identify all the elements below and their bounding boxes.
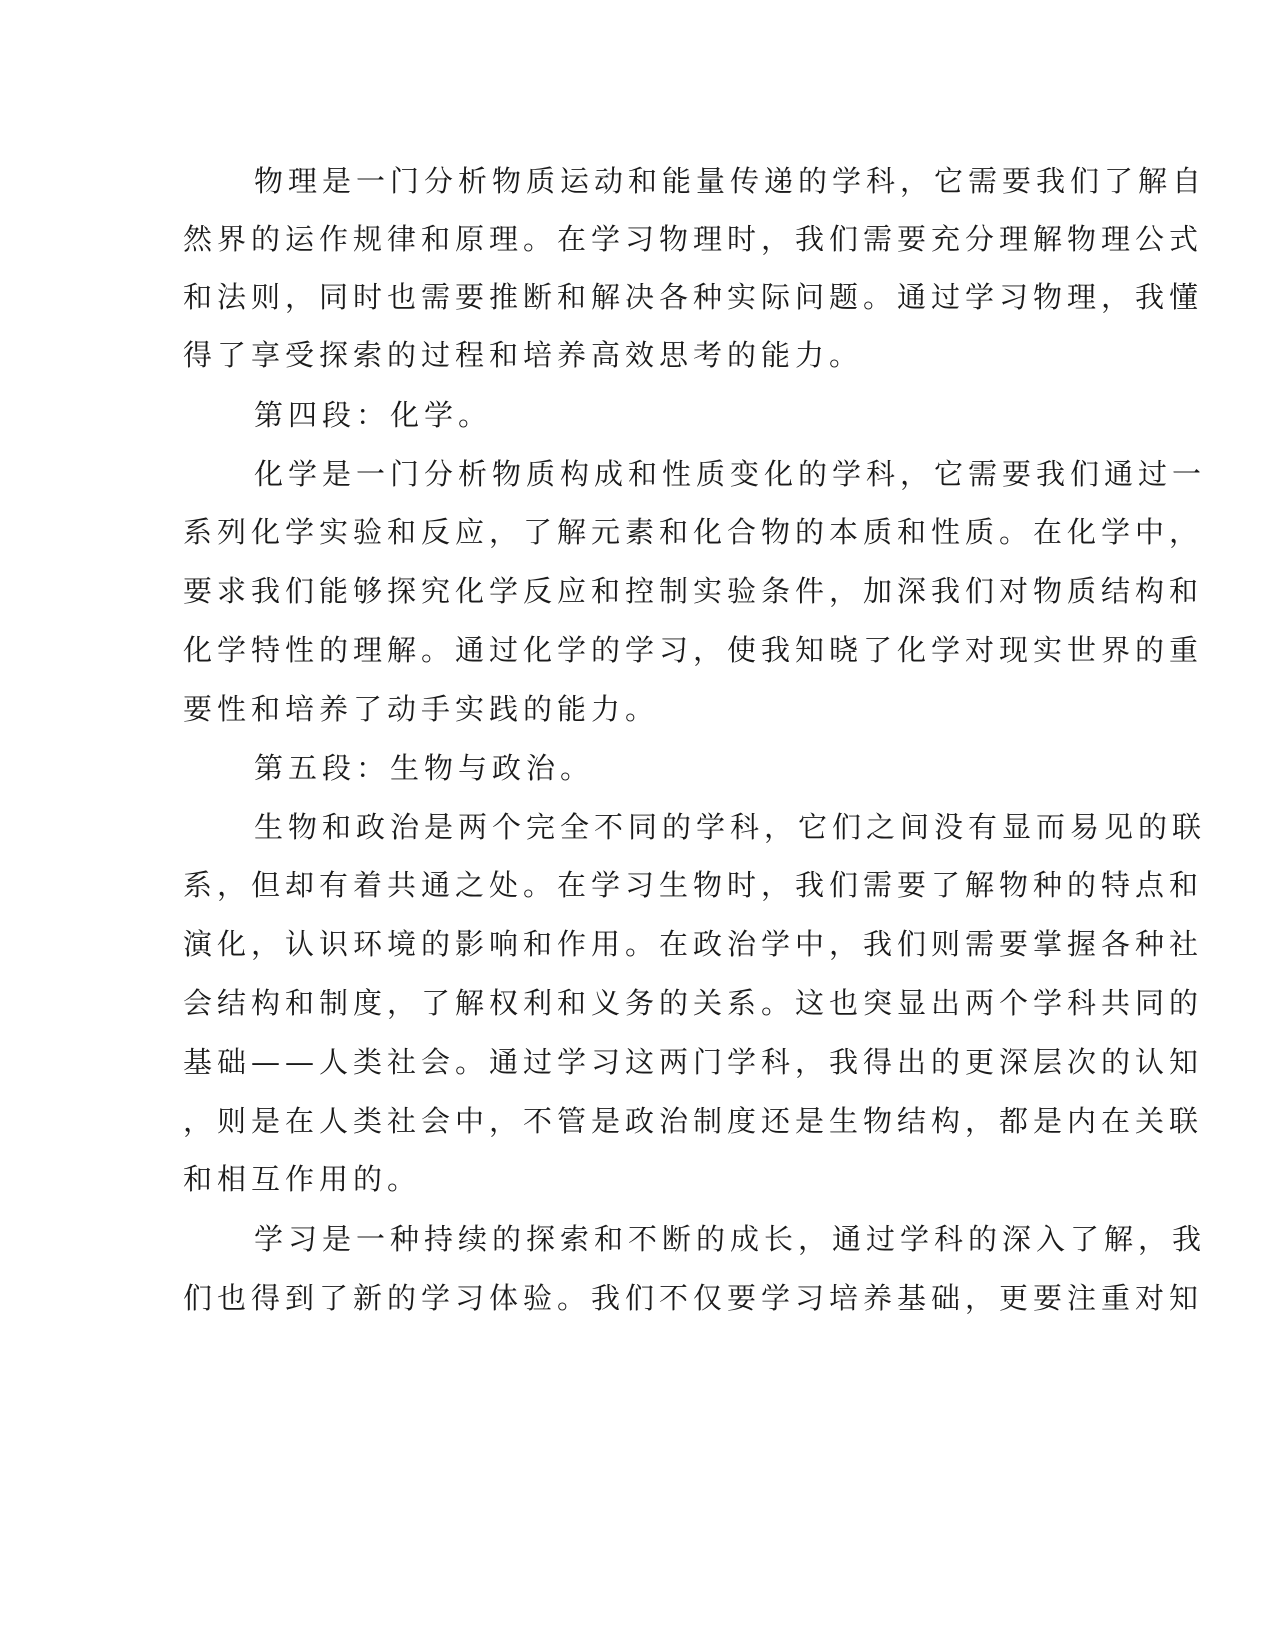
text-line: 生物和政治是两个完全不同的学科，它们之间没有显而易见的联 [254,810,1207,844]
text-line: 化学特性的理解。通过化学的学习，使我知晓了化学对现实世界的重 [183,633,1204,667]
text-line: 演化，认识环境的影响和作用。在政治学中，我们则需要掌握各种社 [183,927,1204,961]
text-line: 学习是一种持续的探索和不断的成长，通过学科的深入了解，我 [254,1222,1207,1256]
text-line: 要求我们能够探究化学反应和控制实验条件，加深我们对物质结构和 [183,574,1204,608]
text-line: 会结构和制度，了解权利和义务的关系。这也突显出两个学科共同的 [183,986,1204,1020]
text-line: 得了享受探索的过程和培养高效思考的能力。 [183,338,864,372]
text-line: 化学是一门分析物质构成和性质变化的学科，它需要我们通过一 [254,457,1207,491]
text-line: 和法则，同时也需要推断和解决各种实际问题。通过学习物理，我懂 [183,280,1204,314]
text-line: 物理是一门分析物质运动和能量传递的学科，它需要我们了解自 [254,164,1207,198]
text-line: ，则是在人类社会中，不管是政治制度还是生物结构，都是内在关联 [183,1104,1204,1138]
section-heading: 第五段：生物与政治。 [254,751,595,785]
text-line: 系列化学实验和反应，了解元素和化合物的本质和性质。在化学中， [183,515,1204,549]
text-line: 系，但却有着共通之处。在学习生物时，我们需要了解物种的特点和 [183,868,1204,902]
text-line: 和相互作用的。 [183,1162,422,1196]
text-line: 然界的运作规律和原理。在学习物理时，我们需要充分理解物理公式 [183,222,1204,256]
text-line: 要性和培养了动手实践的能力。 [183,692,660,726]
text-line: 基础——人类社会。通过学习这两门学科，我得出的更深层次的认知 [183,1045,1204,1079]
section-heading: 第四段：化学。 [254,398,493,432]
text-line: 们也得到了新的学习体验。我们不仅要学习培养基础，更要注重对知 [183,1281,1204,1315]
